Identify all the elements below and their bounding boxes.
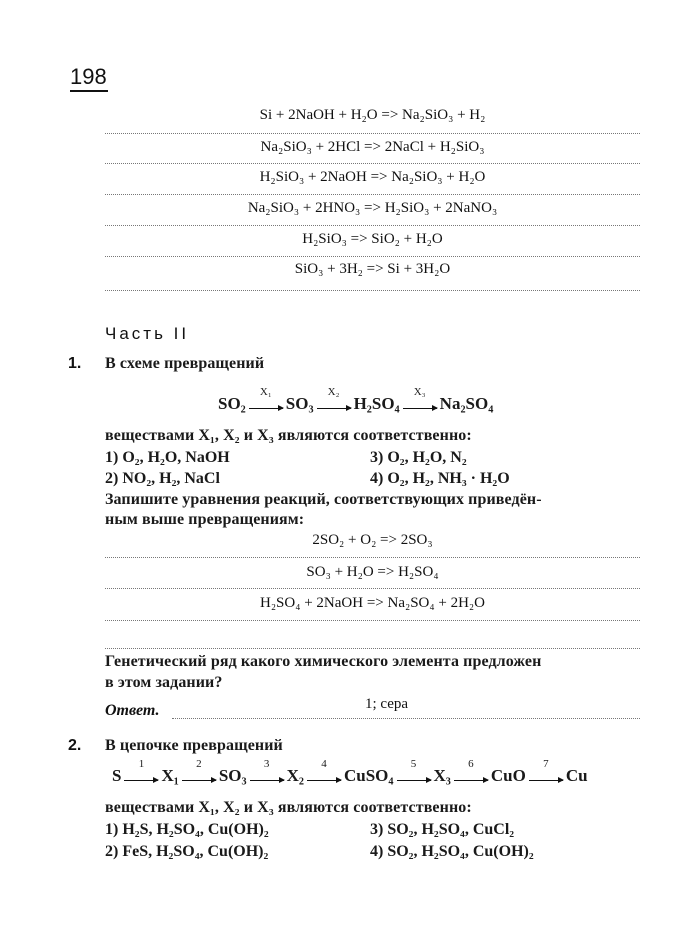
arrow-label: X₂	[327, 386, 340, 398]
option-3[interactable]: 3) O₂, H₂O, N₂	[370, 449, 467, 466]
instruction: Запишите уравнения реакций, соответствующих приведён-	[105, 491, 542, 508]
dotted-line	[105, 194, 640, 195]
arrow-label: 1	[138, 758, 145, 770]
dotted-line	[105, 163, 640, 164]
arrow-label: X₃	[413, 386, 426, 398]
equation: SiO₃ + 3H₂ => Si + 3H₂O	[294, 261, 451, 277]
arrow-label: X₁	[259, 386, 272, 398]
species: SO₂	[218, 394, 246, 413]
dotted-line	[105, 648, 640, 649]
species: H₂SO₄	[353, 394, 400, 413]
arrow-label: 3	[263, 758, 270, 770]
arrow	[454, 758, 488, 781]
arrow	[403, 386, 437, 409]
option-1[interactable]: 1) H₂S, H₂SO₄, Cu(OH)₂	[105, 821, 269, 838]
arrow-label: 6	[468, 758, 474, 770]
part-title: Часть II	[105, 324, 190, 343]
dotted-line	[105, 290, 640, 291]
equation: H₂SiO₃ => SiO₂ + H₂O	[302, 231, 443, 247]
arrow-label: 5	[410, 758, 417, 770]
arrow	[249, 386, 283, 409]
species: CuO	[490, 766, 526, 785]
transformation-chain	[112, 758, 588, 786]
option-1[interactable]: 1) O₂, H₂O, NaOH	[105, 449, 230, 466]
answer-label: Ответ.	[105, 702, 160, 719]
equation: H₂SiO₃ + 2NaOH => Na₂SiO₃ + H₂O	[259, 169, 486, 185]
arrow	[124, 758, 158, 781]
dotted-line	[105, 133, 640, 134]
instruction: ным выше превращениям:	[105, 511, 305, 528]
species: X₃	[433, 766, 451, 785]
dotted-line	[105, 588, 640, 589]
equation: SO₃ + H₂O => H₂SO₄	[306, 564, 439, 580]
arrow	[397, 758, 431, 781]
answer-line	[172, 718, 640, 719]
equation: Si + 2NaOH + H₂O => Na₂SiO₃ + H₂	[259, 107, 486, 123]
species: X₁	[161, 766, 179, 785]
arrow	[182, 758, 216, 781]
species: S	[112, 766, 122, 785]
equation: Na₂SiO₃ + 2HNO₃ => H₂SiO₃ + 2NaNO₃	[247, 200, 498, 216]
question: веществами X₁, X₂ и X₃ являются соответственно:	[105, 427, 472, 444]
equation: 2SO₂ + O₂ => 2SO₃	[312, 532, 433, 548]
option-2[interactable]: 2) FeS, H₂SO₄, Cu(OH)₂	[105, 843, 269, 860]
answer-value[interactable]: 1; сера	[365, 696, 409, 712]
page-number: 198	[70, 64, 108, 92]
task-intro: В схеме превращений	[105, 355, 265, 372]
arrow	[529, 758, 563, 781]
species: CuSO₄	[344, 766, 394, 785]
equation: H₂SO₄ + 2NaOH => Na₂SO₄ + 2H₂O	[260, 595, 485, 611]
arrow-label: 4	[321, 758, 327, 770]
arrow-label: 2	[196, 758, 202, 770]
genetic-question: в этом задании?	[105, 674, 223, 691]
dotted-line	[105, 225, 640, 226]
task-number: 2.	[68, 737, 82, 754]
arrow	[250, 758, 284, 781]
species: X₂	[286, 766, 304, 785]
species: SO₃	[285, 394, 314, 413]
equation: Na₂SiO₃ + 2HCl => 2NaCl + H₂SiO₃	[260, 139, 485, 155]
option-4[interactable]: 4) O₂, H₂, NH₃ · H₂O	[370, 470, 510, 487]
species: Cu	[565, 766, 588, 785]
task-intro: В цепочке превращений	[105, 737, 283, 754]
arrow	[307, 758, 341, 781]
dotted-line	[105, 620, 640, 621]
dotted-line	[105, 557, 640, 558]
genetic-question: Генетический ряд какого химического элемента предложен	[105, 653, 542, 670]
option-2[interactable]: 2) NO₂, H₂, NaCl	[105, 470, 220, 487]
option-3[interactable]: 3) SO₂, H₂SO₄, CuCl₂	[370, 821, 515, 838]
option-4[interactable]: 4) SO₂, H₂SO₄, Cu(OH)₂	[370, 843, 534, 860]
transformation-scheme	[218, 386, 494, 414]
question: веществами X₁, X₂ и X₃ являются соответственно:	[105, 799, 472, 816]
species: SO₃	[218, 766, 247, 785]
species: Na₂SO₄	[439, 394, 494, 413]
task-number: 1.	[68, 355, 82, 372]
dotted-line	[105, 256, 640, 257]
arrow-label: 7	[543, 758, 549, 770]
arrow	[317, 386, 351, 409]
